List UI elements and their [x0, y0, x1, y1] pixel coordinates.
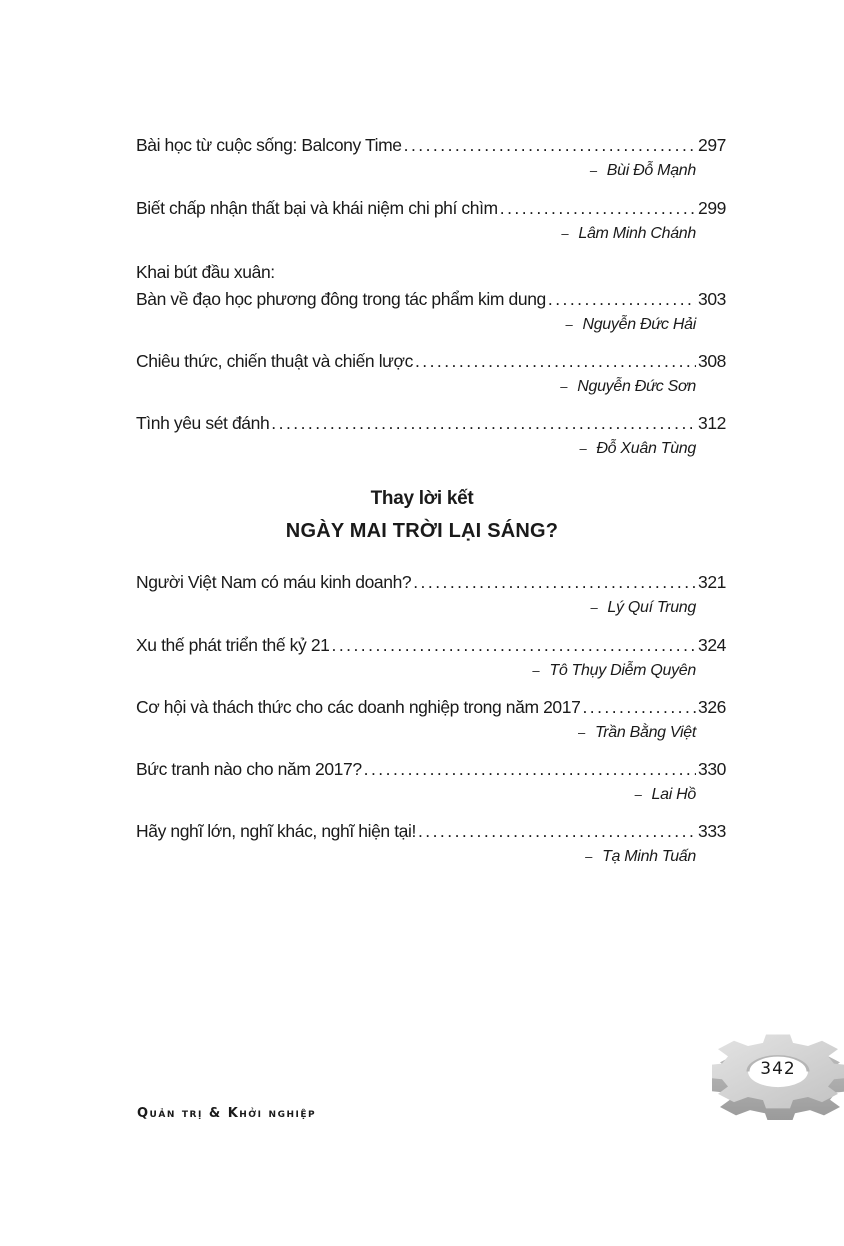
author-name: Lai Hồ	[651, 786, 696, 803]
section-heading	[0, 488, 844, 543]
dot-leader	[364, 758, 696, 780]
dot-leader	[415, 350, 696, 372]
toc-title-line	[136, 634, 726, 656]
dot-leader	[500, 197, 696, 219]
toc-entry[interactable]	[136, 134, 726, 181]
toc-page-number: 308	[698, 351, 726, 371]
toc-title: Chiêu thức, chiến thuật và chiến lược	[136, 351, 413, 371]
toc-entry[interactable]	[136, 197, 726, 244]
author-dash: –	[579, 441, 587, 456]
author-dash: –	[578, 725, 585, 740]
dot-leader	[332, 634, 696, 656]
toc-entry[interactable]	[136, 261, 726, 335]
author-name: Lâm Minh Chánh	[578, 225, 696, 242]
toc-title: Bức tranh nào cho năm 2017?	[136, 759, 362, 779]
dot-leader	[413, 571, 696, 593]
toc-title-line	[136, 350, 726, 372]
page-number: 342	[760, 1059, 796, 1079]
dot-leader	[404, 134, 696, 156]
toc-entry[interactable]	[136, 758, 726, 805]
author-name: Nguyễn Đức Hải	[582, 316, 696, 333]
section-title: NGÀY MAI TRỜI LẠI SÁNG?	[285, 520, 559, 542]
author-name: Tô Thụy Diễm Quyên	[549, 662, 696, 679]
toc-entry[interactable]	[136, 696, 726, 743]
toc-entry[interactable]	[136, 820, 726, 867]
author-name: Trần Bằng Việt	[594, 724, 696, 741]
toc-author	[136, 661, 726, 681]
toc-page-number: 299	[698, 198, 726, 218]
toc-author	[136, 598, 726, 618]
author-dash: –	[532, 663, 540, 678]
author-dash: –	[634, 787, 642, 802]
toc-entry[interactable]	[136, 571, 726, 618]
author-dash: –	[560, 379, 568, 394]
toc-title-line	[136, 758, 726, 780]
author-dash: –	[590, 600, 598, 615]
toc-author	[136, 723, 726, 743]
dot-leader	[548, 288, 696, 310]
toc-author	[136, 161, 726, 181]
page-number-badge	[712, 1030, 844, 1120]
toc-entry[interactable]	[136, 412, 726, 459]
toc-title-line	[136, 571, 726, 593]
author-name: Đỗ Xuân Tùng	[596, 440, 696, 457]
toc-title: Biết chấp nhận thất bại và khái niệm chi phí chìm	[136, 198, 498, 218]
toc-page-number: 330	[698, 759, 726, 779]
toc-title: Hãy nghĩ lớn, nghĩ khác, nghĩ hiện tại!	[136, 821, 416, 841]
book-title-footer: Quản trị & Khởi nghiệp	[137, 1106, 317, 1121]
toc-title-prefix: Khai bút đầu xuân:	[136, 262, 275, 282]
toc-author	[136, 315, 726, 335]
author-name: Nguyễn Đức Sơn	[577, 378, 696, 395]
dot-leader	[271, 412, 696, 434]
toc-entry[interactable]	[136, 634, 726, 681]
toc-title-line	[136, 696, 726, 718]
toc-entry[interactable]	[136, 350, 726, 397]
toc-title-line	[136, 288, 726, 310]
toc-page-number: 321	[698, 572, 726, 592]
toc-title-line	[136, 412, 726, 434]
toc-title: Xu thế phát triển thế kỷ 21	[136, 635, 330, 655]
author-dash: –	[585, 849, 593, 864]
toc-page-number: 312	[698, 413, 726, 433]
toc-author	[136, 785, 726, 805]
toc-title-line	[136, 820, 726, 842]
toc-title-line	[136, 134, 726, 156]
toc-page-number: 303	[698, 289, 726, 309]
toc-author	[136, 377, 726, 397]
section-subtitle: Thay lời kết	[370, 488, 474, 509]
author-dash: –	[565, 317, 573, 332]
toc-title: Bài học từ cuộc sống: Balcony Time	[136, 135, 402, 155]
author-dash: –	[589, 163, 597, 178]
toc-page-number: 333	[698, 821, 726, 841]
author-name: Lý Quí Trung	[607, 599, 696, 616]
toc-title: Cơ hội và thách thức cho các doanh nghiệp trong năm 2017	[136, 697, 581, 717]
toc-page-number: 297	[698, 135, 726, 155]
toc-author	[136, 439, 726, 459]
dot-leader	[582, 696, 696, 718]
toc-author	[136, 847, 726, 867]
toc-title: Người Việt Nam có máu kinh doanh?	[136, 572, 412, 592]
author-dash: –	[561, 226, 569, 241]
author-name: Bùi Đỗ Mạnh	[606, 162, 696, 179]
toc-title: Tình yêu sét đánh	[136, 413, 270, 433]
toc-page-number: 324	[698, 635, 726, 655]
toc-title: Bàn về đạo học phương đông trong tác phẩm kim dung	[136, 289, 546, 309]
toc-page-number: 326	[698, 697, 726, 717]
toc-author	[136, 224, 726, 244]
toc-title-line	[136, 197, 726, 219]
dot-leader	[418, 820, 696, 842]
author-name: Tạ Minh Tuấn	[602, 848, 696, 865]
